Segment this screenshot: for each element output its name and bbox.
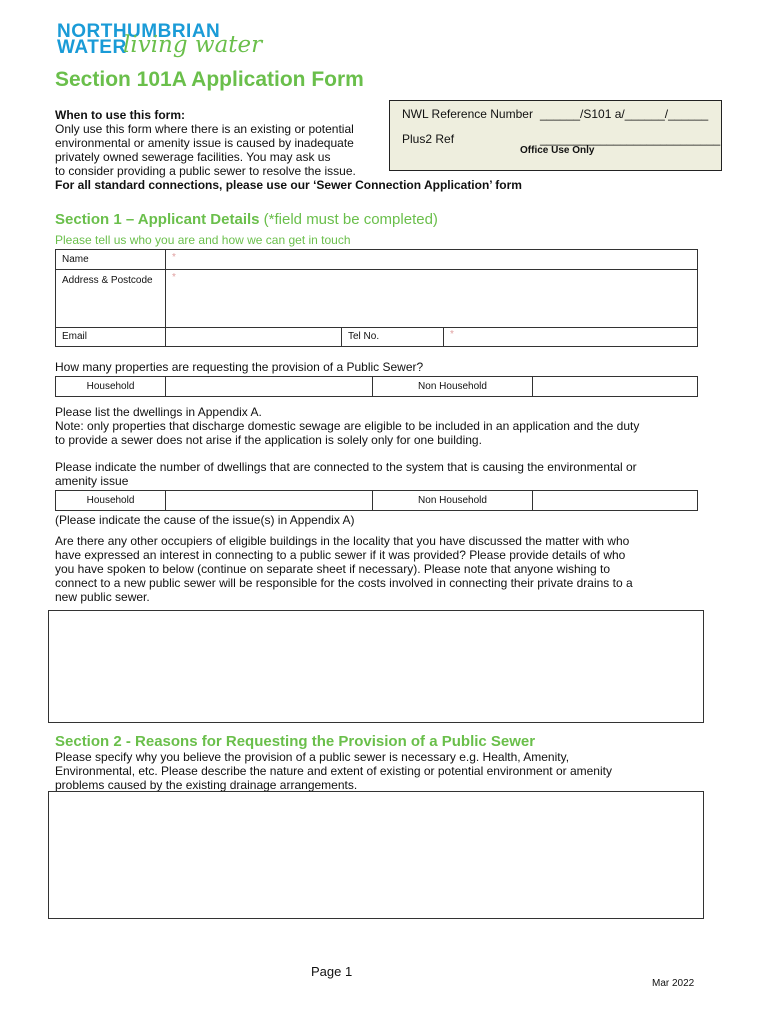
intro-heading: When to use this form: <box>55 108 185 122</box>
office-use-only-label: Office Use Only <box>520 145 595 156</box>
properties-table <box>55 376 698 397</box>
non-household-label: Non Household <box>373 377 533 397</box>
name-label: Name <box>56 250 166 270</box>
intro-line: to consider providing a public sewer to resolve the issue. <box>55 164 356 178</box>
occupiers-line: Are there any other occupiers of eligible buildings in the locality that you have discussed the matter with who <box>55 534 630 548</box>
revision-date: Mar 2022 <box>652 978 695 989</box>
intro-line: environmental or amenity issue is caused by inadequate <box>55 136 354 150</box>
address-field[interactable] <box>166 270 698 328</box>
reasons-field[interactable] <box>48 791 704 919</box>
properties-question: How many properties are requesting the provision of a Public Sewer? <box>55 360 424 374</box>
connected-question <box>55 460 705 488</box>
tel-field[interactable] <box>444 328 698 347</box>
section2-line: Environmental, etc. Please describe the nature and extent of existing or potential environment or amenity <box>55 764 612 778</box>
name-field[interactable] <box>166 250 698 270</box>
dwellings-note <box>55 405 705 447</box>
household-label: Household <box>56 377 166 397</box>
section2-title: Section 2 - Reasons for Requesting the Provision of a Public Sewer <box>55 733 536 750</box>
connected-table <box>55 490 698 511</box>
household-field[interactable] <box>166 377 373 397</box>
dwellings-line: to provide a sewer does not arise if the application is solely only for one building. <box>55 433 482 447</box>
page-title: Section 101A Application Form <box>55 68 364 91</box>
office-use-box <box>389 100 722 171</box>
non-household-field[interactable] <box>533 377 698 397</box>
logo-water: WATER <box>57 37 127 58</box>
logo-living-water: living water <box>123 32 263 58</box>
occupiers-details-field[interactable] <box>48 610 704 723</box>
tel-label: Tel No. <box>342 328 444 347</box>
dwellings-line: Note: only properties that discharge domestic sewage are eligible to be included in an application and the duty <box>55 419 640 433</box>
occupiers-line: have expressed an interest in connecting to a public sewer if it was provided? Please provide details of who <box>55 548 626 562</box>
required-star: * <box>172 252 176 263</box>
page-number: Page 1 <box>311 964 353 979</box>
section2-line: Please specify why you believe the provision of a public sewer is necessary e.g. Health, Amenity, <box>55 750 570 764</box>
cause-note: (Please indicate the cause of the issue(s) in Appendix A) <box>55 513 355 527</box>
section1-heading <box>55 211 438 228</box>
required-star: * <box>172 272 176 283</box>
dwellings-line: Please list the dwellings in Appendix A. <box>55 405 262 419</box>
plus2-ref-field[interactable]: ___________________________ <box>540 132 721 146</box>
intro-block <box>55 108 385 178</box>
connected-line: amenity issue <box>55 474 129 488</box>
intro-line: Only use this form where there is an existing or potential <box>55 122 354 136</box>
occupiers-line: you have spoken to below (continue on separate sheet if necessary). Please note that anyone wishing to <box>55 562 611 576</box>
occupiers-paragraph <box>55 534 705 604</box>
nwl-ref-label: NWL Reference Number <box>402 107 533 121</box>
intro-line: privately owned sewerage facilities. You may ask us <box>55 150 331 164</box>
household-field[interactable] <box>166 491 373 511</box>
connected-line: Please indicate the number of dwellings that are connected to the system that is causing the environmental or <box>55 460 637 474</box>
applicant-details-table <box>55 249 698 347</box>
non-household-field[interactable] <box>533 491 698 511</box>
address-label: Address & Postcode <box>56 270 166 328</box>
required-star: * <box>450 329 454 340</box>
section1-title: Section 1 – Applicant Details <box>55 211 260 228</box>
occupiers-line: connect to a new public sewer will be responsible for the costs involved in connecting their private drains to a <box>55 576 633 590</box>
section1-subtitle: Please tell us who you are and how we can get in touch <box>55 233 351 247</box>
occupiers-line: new public sewer. <box>55 590 150 604</box>
section2-line: problems caused by the existing drainage arrangements. <box>55 778 358 792</box>
standard-connections-note: For all standard connections, please use our ‘Sewer Connection Application’ form <box>55 178 522 192</box>
email-label: Email <box>56 328 166 347</box>
logo-northumbrian: NORTHUMBRIAN <box>57 21 221 42</box>
email-field[interactable] <box>166 328 342 347</box>
section2-paragraph <box>55 750 705 792</box>
plus2-ref-label: Plus2 Ref <box>402 132 455 146</box>
nwl-ref-field[interactable]: ______/S101 a/______/______ <box>540 107 709 121</box>
required-note: (*field must be completed) <box>263 211 438 228</box>
household-label: Household <box>56 491 166 511</box>
non-household-label: Non Household <box>373 491 533 511</box>
